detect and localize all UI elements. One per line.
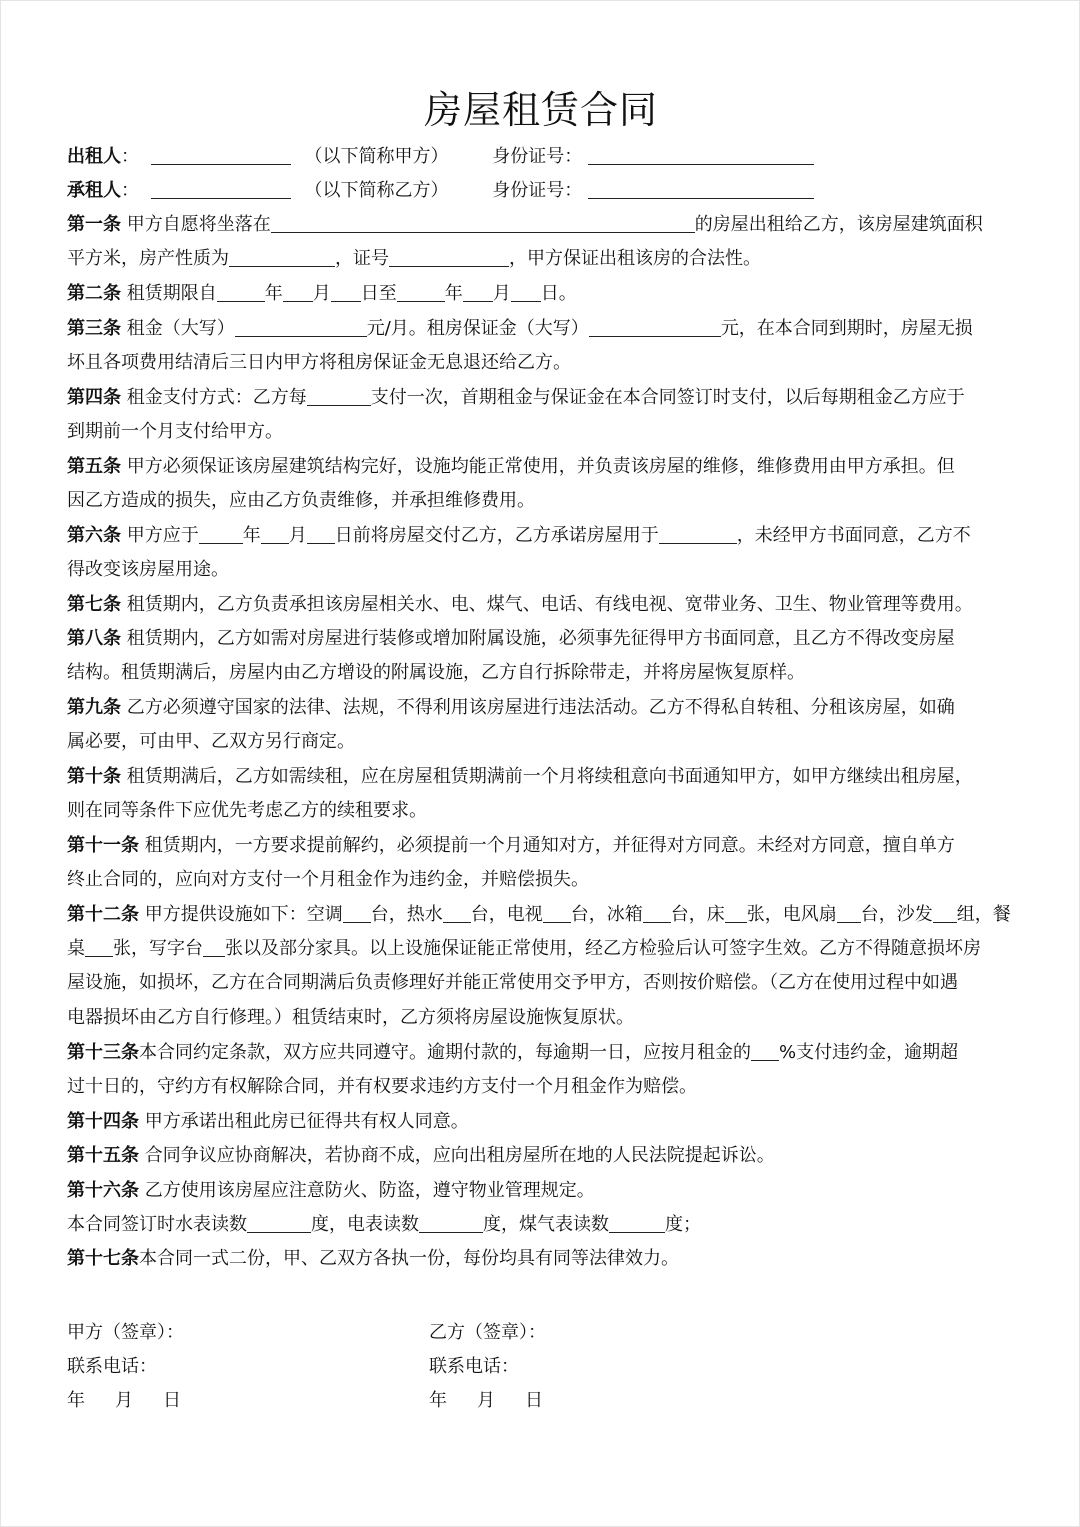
article-label: 第二条: [67, 283, 121, 304]
article-label: 第十一条: [67, 835, 139, 856]
lessor-id-blank: [588, 147, 814, 165]
party-a-signature-label: 甲方（签章）：: [67, 1322, 184, 1343]
article-label: 第九条: [67, 697, 121, 718]
blank: [511, 284, 541, 302]
party-a-phone-label: 联系电话：: [67, 1356, 157, 1377]
article-1: [67, 214, 1019, 236]
article-1-cont: [67, 248, 1019, 270]
article-text: 年: [242, 525, 261, 546]
article-12-cont: [67, 938, 1019, 960]
party-b-signature-label: 乙方（签章）：: [429, 1322, 546, 1343]
article-text: 甲方自愿将坐落在: [126, 214, 271, 235]
article-text: 则在同等条件下应优先考虑乙方的续租要求。: [67, 800, 427, 821]
date-year: 年: [67, 1390, 85, 1411]
meter-text: 度，电表读数: [311, 1214, 419, 1235]
article-label: 第五条: [67, 456, 121, 477]
blank: [543, 905, 571, 923]
blank: [199, 526, 243, 544]
meter-readings: [67, 1214, 1019, 1236]
water-meter-blank: [247, 1215, 311, 1233]
blank: [397, 284, 445, 302]
electric-meter-blank: [419, 1215, 483, 1233]
lessee-note: （以下简称乙方）: [304, 180, 449, 201]
article-text: 租赁期限自: [126, 283, 217, 304]
article-text: 甲方应于: [126, 525, 199, 546]
article-7: [67, 594, 1019, 616]
blank: [203, 939, 225, 957]
article-label: 第七条: [67, 594, 121, 615]
lessor-name-blank: [151, 147, 291, 165]
article-text: 得改变该房屋用途。: [67, 559, 229, 580]
payment-period-blank: [307, 388, 371, 406]
article-2: [67, 283, 1019, 305]
article-3: [67, 318, 1019, 340]
article-label: 第八条: [67, 628, 121, 649]
party-b-date: [429, 1386, 543, 1412]
article-11-cont: [67, 869, 1019, 891]
article-label: 第三条: [67, 318, 121, 339]
blank: [643, 905, 671, 923]
blank: [725, 905, 747, 923]
article-10-cont: [67, 800, 1019, 822]
article-10: [67, 766, 1019, 788]
article-text: 台，热水: [370, 904, 443, 925]
lessee-name-blank: [151, 181, 291, 199]
blank: [283, 284, 313, 302]
article-text: 屋设施，如损坏，乙方在合同期满后负责修理好并能正常使用交予甲方，否则按价赔偿。（乙方在使用过程中如遇: [67, 972, 958, 993]
penalty-rate-blank: [751, 1043, 779, 1061]
article-15: [67, 1145, 1019, 1167]
article-6-cont: [67, 559, 1019, 581]
blank: [443, 905, 471, 923]
article-text: 租金支付方式：乙方每: [126, 387, 307, 408]
blank: [217, 284, 265, 302]
blank: [85, 939, 113, 957]
date-day: 日: [163, 1390, 181, 1411]
article-text: ，证号: [335, 248, 389, 269]
article-text: 月: [288, 525, 307, 546]
article-text: 租金（大写）: [126, 318, 235, 339]
article-text: 日。: [540, 283, 577, 304]
article-12-cont: [67, 1007, 1019, 1029]
article-text: 电器损坏由乙方自行修理。）租赁结束时，乙方须将房屋设施恢复原状。: [67, 1007, 634, 1028]
article-text: 台，床: [670, 904, 725, 925]
blank: [331, 284, 361, 302]
article-text: 平方米，房产性质为: [67, 248, 229, 269]
article-text: ，未经甲方书面同意，乙方不: [736, 525, 971, 546]
lessor-line: 出租人： （以下简称甲方） 身份证号：: [67, 146, 1019, 168]
article-text: 张，写字台: [113, 938, 203, 959]
blank: [261, 526, 289, 544]
document-title: 房屋租赁合同: [423, 88, 658, 132]
article-12: [67, 904, 1019, 926]
article-text: 乙方必须遵守国家的法律、法规，不得利用该房屋进行违法活动。乙方不得私自转租、分租该房屋，如确: [126, 697, 955, 718]
deposit-blank: [589, 319, 721, 337]
article-text: 甲方提供设施如下：空调: [144, 904, 343, 925]
article-6: [67, 525, 1019, 547]
article-5-cont: [67, 490, 1019, 512]
article-label: 第十六条: [67, 1180, 139, 1201]
article-text: 租赁期内，乙方负责承担该房屋相关水、电、煤气、电话、有线电视、宽带业务、卫生、物业管理等费用。: [126, 594, 973, 615]
article-text: 月: [492, 283, 511, 304]
certificate-blank: [389, 249, 509, 267]
article-4: [67, 387, 1019, 409]
article-9: [67, 697, 1019, 719]
blank: [463, 284, 493, 302]
article-label: 第十条: [67, 766, 121, 787]
date-month: 月: [115, 1390, 133, 1411]
article-label: 第十四条: [67, 1111, 139, 1132]
blank: [307, 526, 335, 544]
article-12-cont: [67, 972, 1019, 994]
article-text: 本合同一式二份，甲、乙双方各执一份，每份均具有同等法律效力。: [139, 1248, 679, 1269]
article-text: 张，电风扇: [746, 904, 837, 925]
article-8-cont: [67, 662, 1019, 684]
article-text: 元/月。租房保证金（大写）: [366, 318, 589, 339]
article-9-cont: [67, 731, 1019, 753]
article-text: 台，沙发: [860, 904, 933, 925]
article-text: 属必要，可由甲、乙双方另行商定。: [67, 731, 355, 752]
address-blank: [271, 215, 695, 233]
article-text: 甲方必须保证该房屋建筑结构完好，设施均能正常使用，并负责该房屋的维修，维修费用由甲方承担。但: [126, 456, 955, 477]
lessee-id-label: 身份证号：: [492, 180, 583, 201]
article-text: 支付一次，首期租金与保证金在本合同签订时支付，以后每期租金乙方应于: [370, 387, 965, 408]
date-day: 日: [525, 1390, 543, 1411]
lessor-id-label: 身份证号：: [492, 146, 583, 167]
blank: [837, 905, 861, 923]
article-text: 租赁期内，乙方如需对房屋进行装修或增加附属设施，必须事先征得甲方书面同意，且乙方不得改变房屋: [126, 628, 955, 649]
article-14: [67, 1111, 1019, 1133]
meter-text: 本合同签订时水表读数: [67, 1214, 247, 1235]
meter-text: 度，煤气表读数: [483, 1214, 609, 1235]
party-b-phone-label: 联系电话：: [429, 1356, 519, 1377]
article-text: 到期前一个月支付给甲方。: [67, 421, 283, 442]
article-text: 终止合同的，应向对方支付一个月租金作为违约金，并赔偿损失。: [67, 869, 589, 890]
article-label: 第十五条: [67, 1145, 139, 1166]
article-text: 乙方使用该房屋应注意防火、防盗，遵守物业管理规定。: [144, 1180, 595, 1201]
article-text: 因乙方造成的损失，应由乙方负责维修，并承担维修费用。: [67, 490, 535, 511]
article-text: 租赁期内，一方要求提前解约，必须提前一个月通知对方，并征得对方同意。未经对方同意，擅自单方: [144, 835, 955, 856]
article-label: 第一条: [67, 214, 121, 235]
article-text: 租赁期满后，乙方如需续租，应在房屋租赁期满前一个月将续租意向书面通知甲方，如甲方继续出租房屋，: [126, 766, 973, 787]
article-label: 第十二条: [67, 904, 139, 925]
article-label: 第十三条: [67, 1042, 139, 1063]
article-16: [67, 1180, 1019, 1202]
article-text: 日至: [360, 283, 397, 304]
lessor-note: （以下简称甲方）: [304, 146, 449, 167]
article-text: 结构。租赁期满后，房屋内由乙方增设的附属设施，乙方自行拆除带走，并将房屋恢复原样。: [67, 662, 805, 683]
lessee-id-blank: [588, 181, 814, 199]
article-13-cont: [67, 1076, 1019, 1098]
article-17: [67, 1248, 1019, 1270]
article-11: [67, 835, 1019, 857]
blank: [933, 905, 957, 923]
lessee-label: 承租人: [67, 180, 121, 201]
article-8: [67, 628, 1019, 650]
article-text: 甲方承诺出租此房已征得共有权人同意。: [144, 1111, 469, 1132]
property-type-blank: [229, 249, 335, 267]
article-label: 第六条: [67, 525, 121, 546]
gas-meter-blank: [609, 1215, 665, 1233]
article-label: 第四条: [67, 387, 121, 408]
article-4-cont: [67, 421, 1019, 443]
article-text: 年: [444, 283, 463, 304]
lessee-line: 承租人： （以下简称乙方） 身份证号：: [67, 180, 1019, 202]
article-text: 台，电视: [470, 904, 543, 925]
article-text: 合同争议应协商解决，若协商不成，应向出租房屋所在地的人民法院提起诉讼。: [144, 1145, 775, 1166]
article-text: 桌: [67, 938, 85, 959]
article-text: 元，在本合同到期时，房屋无损: [720, 318, 973, 339]
article-label: 第十七条: [67, 1248, 139, 1269]
article-text: 张以及部分家具。以上设施保证能正常使用，经乙方检验后认可签字生效。乙方不得随意损坏房: [225, 938, 981, 959]
blank: [343, 905, 371, 923]
article-text: 本合同约定条款，双方应共同遵守。逾期付款的，每逾期一日，应按月租金的: [139, 1042, 751, 1063]
date-month: 月: [477, 1390, 495, 1411]
article-text: ，甲方保证出租该房的合法性。: [509, 248, 761, 269]
article-text: 过十日的，守约方有权解除合同，并有权要求违约方支付一个月租金作为赔偿。: [67, 1076, 697, 1097]
article-text: 年: [264, 283, 283, 304]
article-3-cont: [67, 352, 1019, 374]
article-text: 的房屋出租给乙方，该房屋建筑面积: [694, 214, 983, 235]
article-text: 日前将房屋交付乙方，乙方承诺房屋用于: [334, 525, 659, 546]
article-text: 台，冰箱: [570, 904, 643, 925]
article-text: 月: [312, 283, 331, 304]
article-13: [67, 1042, 1019, 1064]
rent-blank: [235, 319, 367, 337]
usage-blank: [659, 526, 737, 544]
article-text: %支付违约金，逾期超: [779, 1042, 959, 1063]
date-year: 年: [429, 1390, 447, 1411]
meter-text: 度；: [665, 1214, 701, 1235]
party-a-date: [67, 1386, 181, 1412]
article-5: [67, 456, 1019, 478]
article-text: 坏且各项费用结清后三日内甲方将租房保证金无息退还给乙方。: [67, 352, 571, 373]
article-text: 组，餐: [956, 904, 1011, 925]
lessor-label: 出租人: [67, 146, 121, 167]
